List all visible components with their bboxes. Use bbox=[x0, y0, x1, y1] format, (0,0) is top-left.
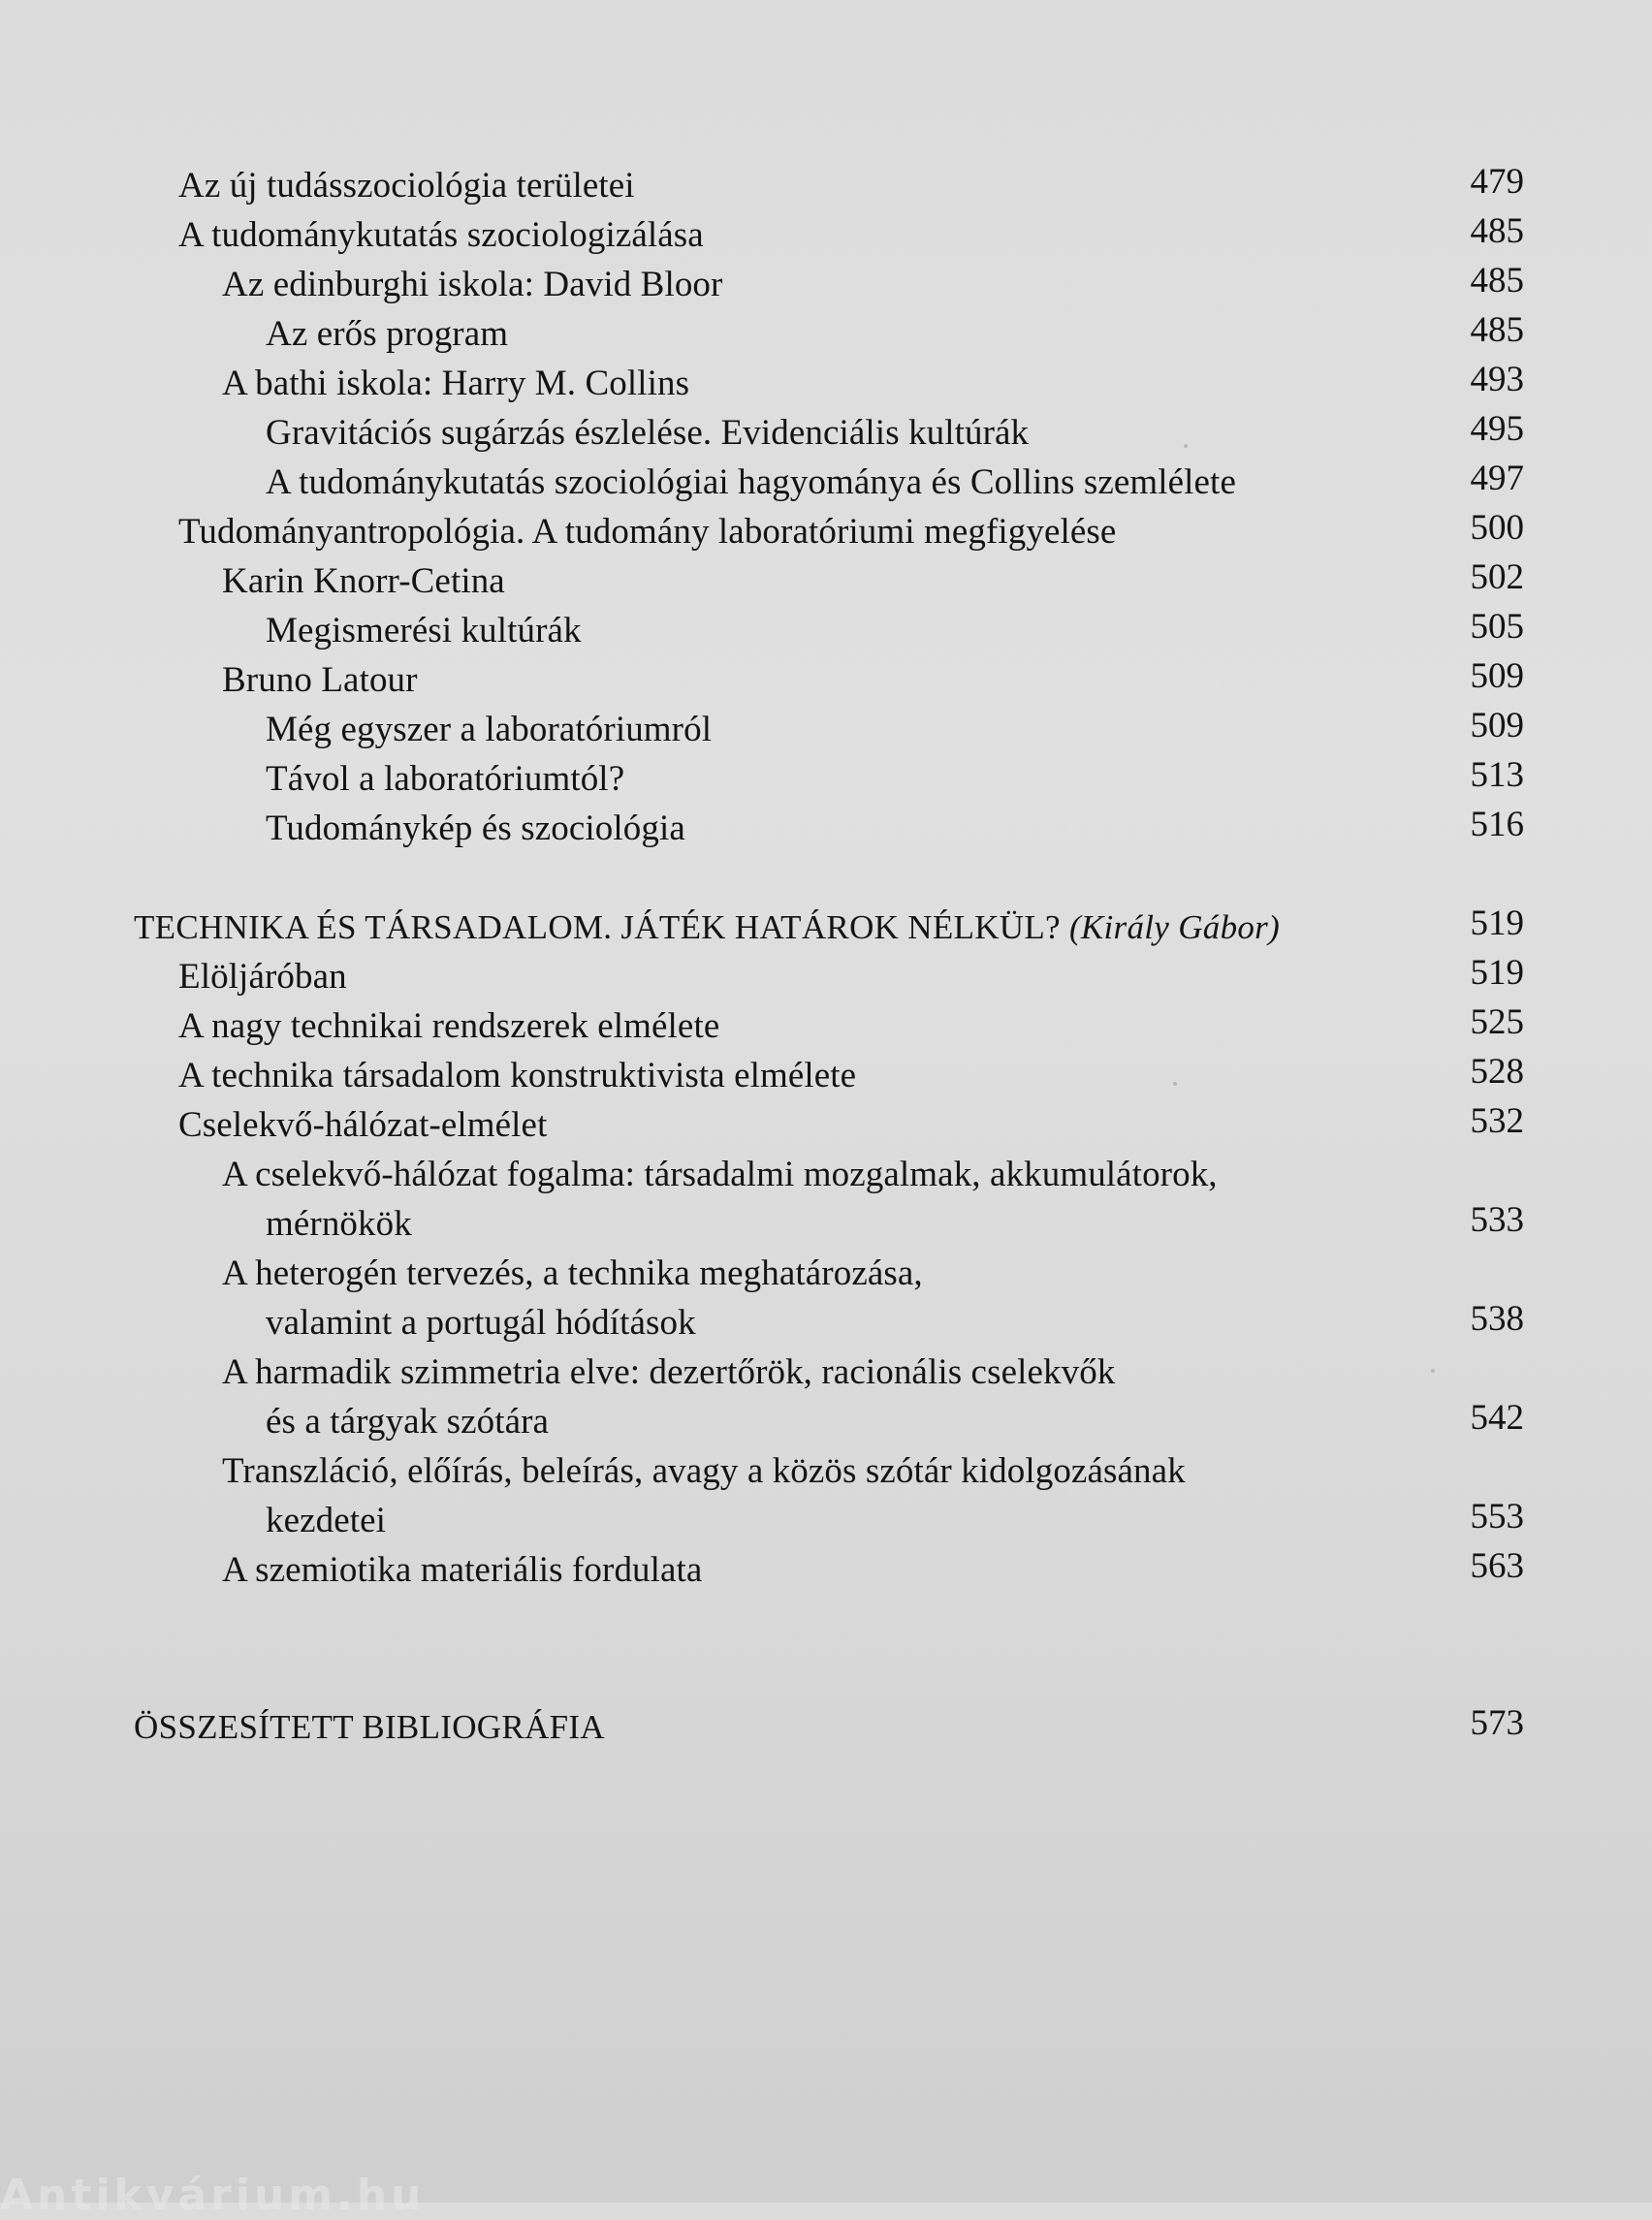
toc-bibliography-page: 573 bbox=[1470, 1703, 1524, 1743]
toc-entry bbox=[0, 1100, 1652, 1151]
paper-speck bbox=[1173, 1082, 1177, 1086]
toc-entry-continuation bbox=[0, 1298, 1652, 1348]
toc-entry-title: A bathi iskola: Harry M. Collins bbox=[222, 364, 690, 403]
toc-entry-title: Gravitációs sugárzás észlelése. Evidenciális kultúrák bbox=[266, 413, 1030, 453]
toc-entry-page: 502 bbox=[1470, 557, 1524, 597]
toc-entry-title: Távol a laboratóriumtól? bbox=[266, 759, 625, 799]
toc-entry-title: Karin Knorr-Cetina bbox=[222, 561, 505, 601]
toc-entry-page: 497 bbox=[1470, 459, 1524, 498]
toc-entry-title: A szemiotika materiális fordulata bbox=[222, 1550, 703, 1590]
toc-entry bbox=[0, 260, 1652, 310]
chapter-author: (Király Gábor) bbox=[1068, 908, 1281, 946]
chapter-title-text: TECHNIKA ÉS TÁRSADALOM. JÁTÉK HATÁROK NÉLKÜL? bbox=[134, 908, 1061, 946]
toc-entry-title: Az edinburghi iskola: David Bloor bbox=[222, 265, 723, 304]
toc-entry-title: A tudománykutatás szociologizálása bbox=[178, 215, 704, 255]
toc-entry bbox=[0, 556, 1652, 607]
toc-entry bbox=[0, 507, 1652, 557]
toc-entry bbox=[0, 1150, 1652, 1200]
toc-entry-page: 485 bbox=[1470, 261, 1524, 301]
toc-entry-title: Bruno Latour bbox=[222, 660, 418, 700]
toc-entry-title: Tudományantropológia. A tudomány laboratóriumi megfigyelése bbox=[178, 512, 1117, 552]
toc-entry bbox=[0, 754, 1652, 805]
toc-entry-title: A heterogén tervezés, a technika meghatározása, bbox=[222, 1253, 923, 1293]
toc-entry bbox=[0, 1348, 1652, 1398]
toc-entry-page: 485 bbox=[1470, 211, 1524, 251]
toc-entry-title: A nagy technikai rendszerek elmélete bbox=[178, 1006, 720, 1046]
toc-entry-title: Cselekvő-hálózat-elmélet bbox=[178, 1105, 548, 1145]
toc-entry-page: 513 bbox=[1470, 755, 1524, 795]
toc-entry bbox=[0, 804, 1652, 854]
toc-entry bbox=[0, 1545, 1652, 1596]
toc-entry-page: 538 bbox=[1470, 1299, 1524, 1339]
toc-chapter-page: 519 bbox=[1470, 904, 1524, 943]
toc-entry-page: 500 bbox=[1470, 508, 1524, 548]
toc-bibliography bbox=[0, 1702, 1652, 1753]
toc-entry bbox=[0, 408, 1652, 459]
toc-entry bbox=[0, 359, 1652, 409]
toc-entry-page: 509 bbox=[1470, 656, 1524, 696]
toc-entry bbox=[0, 210, 1652, 261]
toc-entry bbox=[0, 1051, 1652, 1101]
toc-entry-page: 532 bbox=[1470, 1101, 1524, 1141]
toc-entry-page: 479 bbox=[1470, 162, 1524, 202]
toc-entry-title: Az erős program bbox=[266, 314, 509, 354]
toc-entry-page: 533 bbox=[1470, 1200, 1524, 1240]
toc-entry-continuation bbox=[0, 1397, 1652, 1447]
toc-entry bbox=[0, 458, 1652, 508]
toc-entry bbox=[0, 1446, 1652, 1497]
toc-entry-title: Elöljáróban bbox=[178, 957, 347, 997]
toc-entry-title: Transzláció, előírás, beleírás, avagy a közös szótár kidolgozásának bbox=[222, 1451, 1186, 1491]
toc-entry-page: 493 bbox=[1470, 360, 1524, 399]
toc-entry-title: A cselekvő-hálózat fogalma: társadalmi mozgalmak, akkumulátorok, bbox=[222, 1155, 1218, 1194]
toc-entry-title: Még egyszer a laboratóriumról bbox=[266, 710, 713, 749]
toc-entry-title: A harmadik szimmetria elve: dezertőrök, racionális cselekvők bbox=[222, 1352, 1116, 1392]
toc-entry-page: 525 bbox=[1470, 1002, 1524, 1042]
toc-entry-page: 516 bbox=[1470, 805, 1524, 844]
paper-speck bbox=[1184, 444, 1188, 448]
toc-entry-page: 495 bbox=[1470, 409, 1524, 449]
toc-entry-title: kezdetei bbox=[266, 1501, 387, 1540]
toc-entry bbox=[0, 1001, 1652, 1052]
toc-entry-page: 519 bbox=[1470, 953, 1524, 993]
toc-chapter-heading bbox=[0, 903, 1652, 953]
toc-entry-title: és a tárgyak szótára bbox=[266, 1402, 550, 1442]
toc-entry-title: Tudománykép és szociológia bbox=[266, 809, 685, 848]
toc-entry-page: 542 bbox=[1470, 1398, 1524, 1438]
toc-entry-continuation bbox=[0, 1199, 1652, 1250]
paper-speck bbox=[1431, 1369, 1435, 1373]
toc-entry-page: 528 bbox=[1470, 1052, 1524, 1092]
toc-entry-title: valamint a portugál hódítások bbox=[266, 1303, 696, 1343]
toc-entry-page: 553 bbox=[1470, 1497, 1524, 1537]
toc-entry-title: A technika társadalom konstruktivista elmélete bbox=[178, 1056, 857, 1095]
toc-entry-page: 509 bbox=[1470, 706, 1524, 745]
toc-entry bbox=[0, 705, 1652, 755]
toc-entry bbox=[0, 655, 1652, 706]
toc-entry-page: 505 bbox=[1470, 607, 1524, 647]
toc-entry bbox=[0, 952, 1652, 1002]
toc-entry-title: Az új tudásszociológia területei bbox=[178, 166, 635, 206]
toc-entry-continuation bbox=[0, 1496, 1652, 1546]
toc-entry bbox=[0, 1249, 1652, 1299]
toc-entry bbox=[0, 161, 1652, 211]
toc-entry-page: 563 bbox=[1470, 1546, 1524, 1586]
toc-entry bbox=[0, 309, 1652, 360]
toc-entry-page: 485 bbox=[1470, 310, 1524, 350]
toc-chapter-title bbox=[134, 903, 1280, 953]
toc-entry-title: mérnökök bbox=[266, 1204, 412, 1244]
toc-entry bbox=[0, 606, 1652, 656]
toc-entry-title: A tudománykutatás szociológiai hagyománya és Collins szemlélete bbox=[266, 462, 1236, 502]
toc-entry-title: Megismerési kultúrák bbox=[266, 611, 582, 650]
toc-bibliography-title: ÖSSZESÍTETT BIBLIOGRÁFIA bbox=[134, 1708, 605, 1746]
watermark: Antikvárium.hu bbox=[0, 2171, 426, 2220]
